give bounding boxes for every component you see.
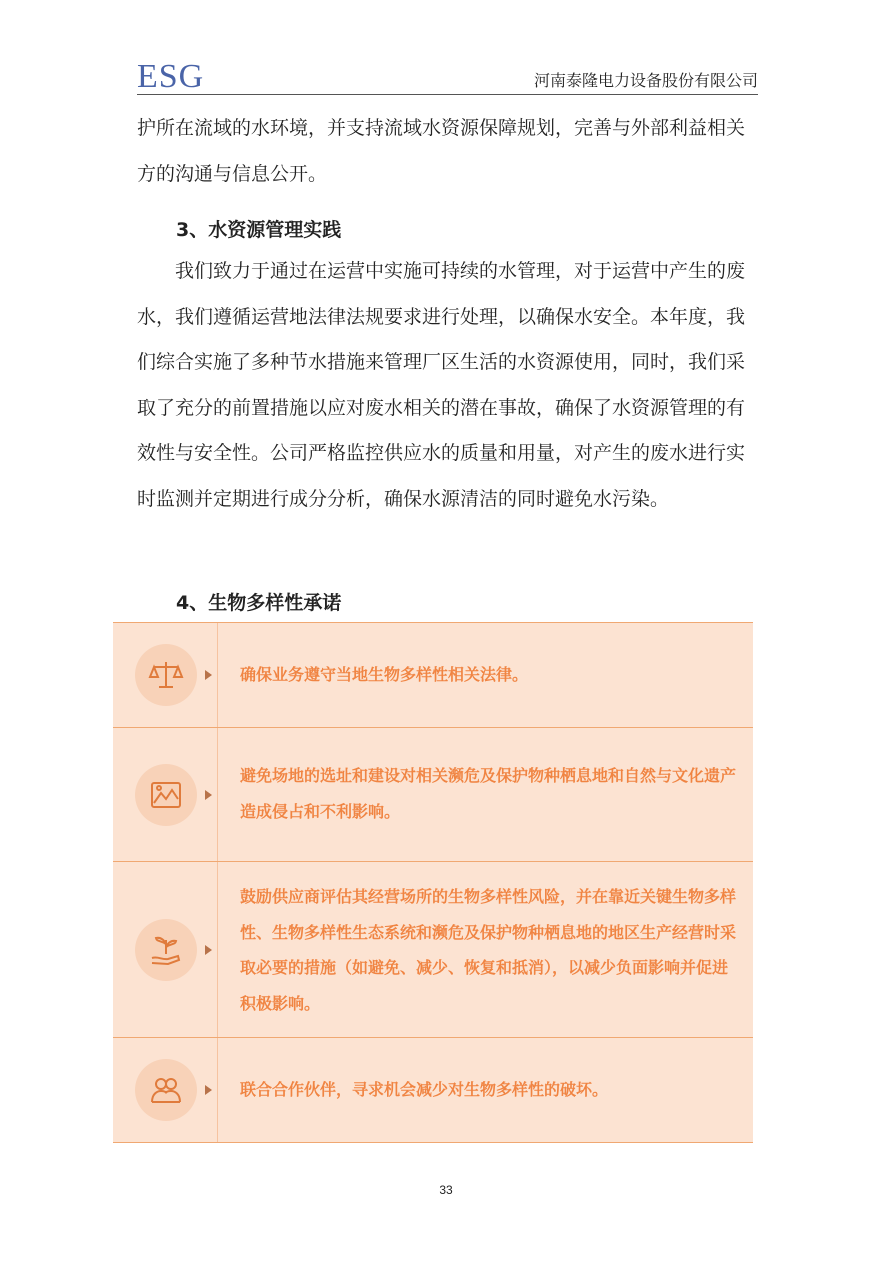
arrow-right-icon [205, 945, 212, 955]
scales-icon [135, 644, 197, 706]
icon-badge [135, 1059, 213, 1121]
commitment-text: 确保业务遵守当地生物多样性相关法律。 [240, 665, 529, 684]
page-header [137, 58, 758, 95]
icon-cell [113, 728, 218, 861]
esg-logo: ESG [137, 58, 205, 95]
arrow-right-icon [205, 790, 212, 800]
icon-cell [113, 1038, 218, 1142]
commitment-text: 鼓励供应商评估其经营场所的生物多样性风险，并在靠近关键生物多样性、生物多样性生态系统和濒危及保护物种栖息地的地区生产经营时采取必要的措施（如避免、减少、恢复和抵消），以减少负面影响并促进积极影响。 [240, 887, 737, 1013]
commitment-row [113, 1038, 753, 1143]
commitment-row [113, 728, 753, 862]
plant-hand-icon [135, 919, 197, 981]
arrow-right-icon [205, 1085, 212, 1095]
section-heading-biodiversity: 4、生物多样性承诺 [176, 592, 342, 614]
page-number: 33 [439, 1183, 453, 1197]
landscape-icon [135, 764, 197, 826]
icon-badge [135, 644, 213, 706]
paragraph-water-protection: 护所在流域的水环境，并支持流域水资源保障规划，完善与外部利益相关方的沟通与信息公开。 [137, 117, 746, 185]
commitment-row [113, 862, 753, 1038]
icon-badge [135, 919, 213, 981]
commitment-text: 避免场地的选址和建设对相关濒危及保护物种栖息地和自然与文化遗产造成侵占和不利影响。 [240, 766, 737, 821]
biodiversity-commitments-table [113, 622, 753, 1143]
commitment-row [113, 623, 753, 728]
company-name: 河南泰隆电力设备股份有限公司 [533, 71, 758, 90]
icon-badge [135, 764, 213, 826]
commitment-text: 联合合作伙伴，寻求机会减少对生物多样性的破坏。 [240, 1080, 609, 1099]
icon-cell [113, 862, 218, 1037]
arrow-right-icon [205, 670, 212, 680]
icon-cell [113, 623, 218, 727]
partners-icon [135, 1059, 197, 1121]
section-heading-water-management: 3、水资源管理实践 [176, 219, 342, 241]
paragraph-water-management: 我们致力于通过在运营中实施可持续的水管理，对于运营中产生的废水，我们遵循运营地法律法规要求进行处理，以确保水安全。本年度，我们综合实施了多种节水措施来管理厂区生活的水资源使用，同时，我们采取了充分的前置措施以应对废水相关的潜在事故，确保了水资源管理的有效性与安全性。公司严格监控供应水的质量和用量，对产生的废水进行实时监测并定期进行成分分析，确保水源清洁的同时避免水污染。 [137, 260, 746, 510]
